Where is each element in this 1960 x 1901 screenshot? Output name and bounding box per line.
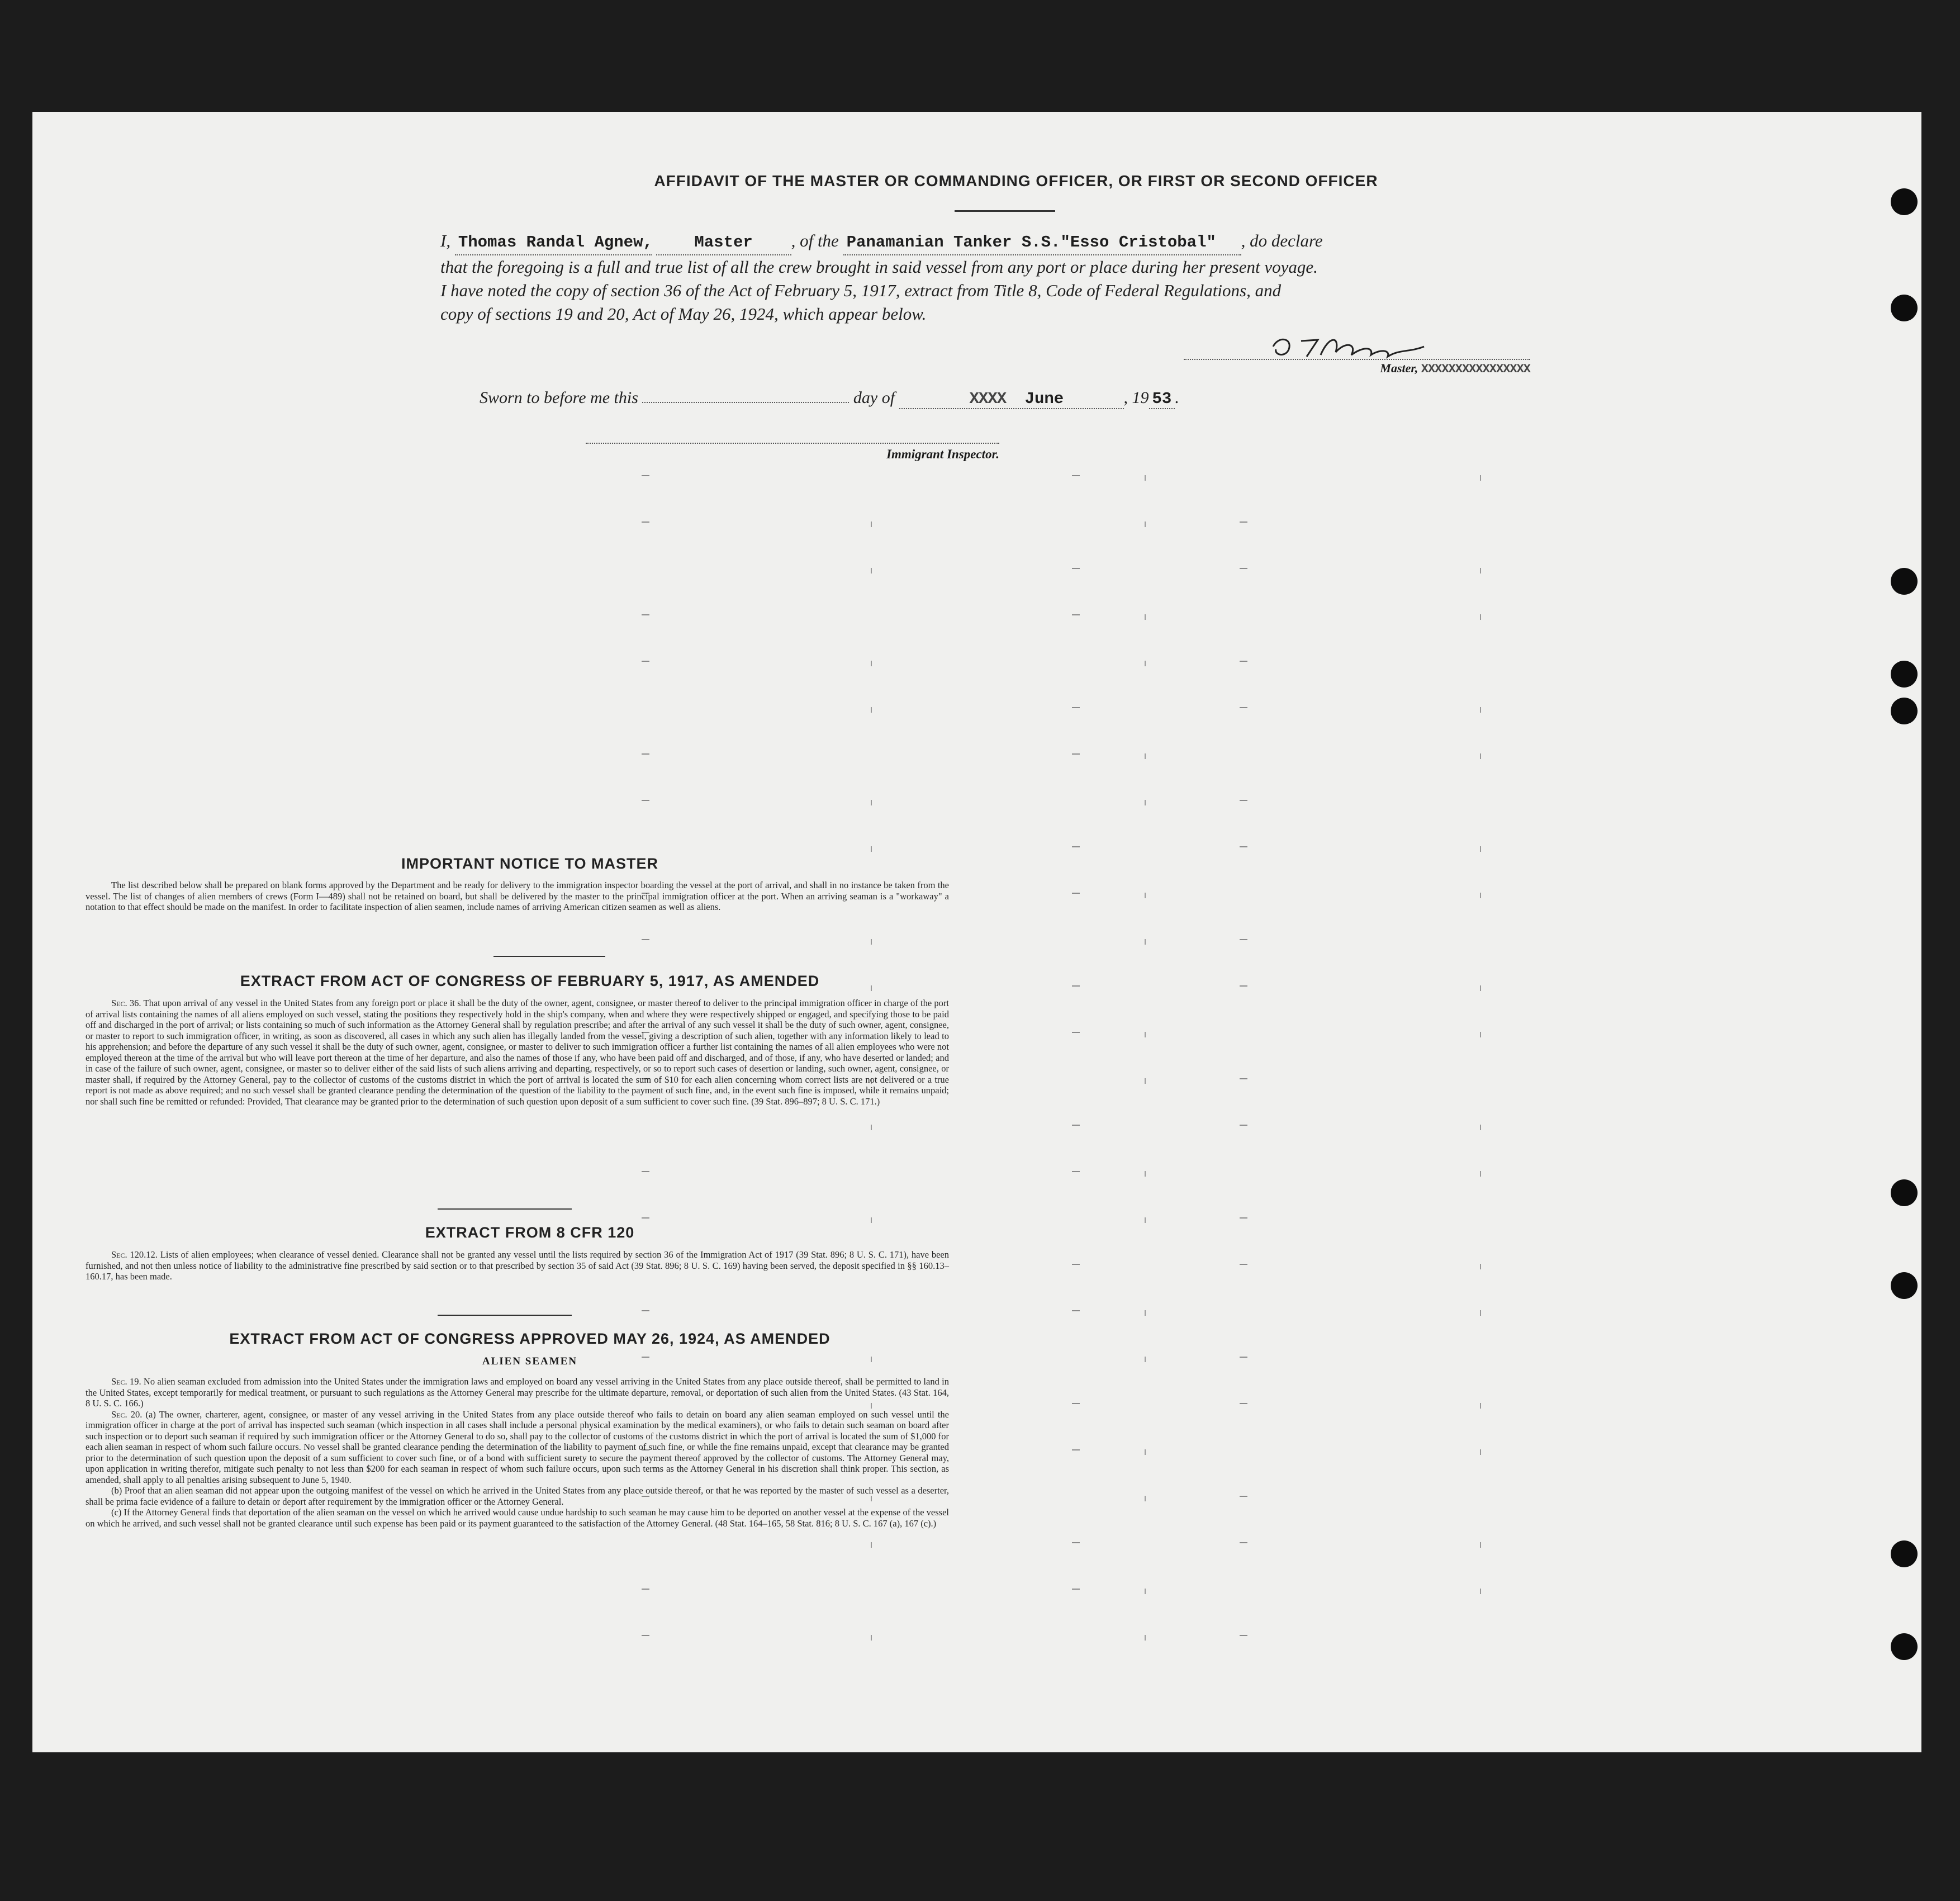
bleed-mark bbox=[642, 1217, 649, 1219]
master-signature-block bbox=[1184, 330, 1530, 376]
declaration-paragraph bbox=[440, 229, 1709, 326]
bleed-mark bbox=[1480, 707, 1481, 713]
bleed-mark bbox=[1480, 1449, 1481, 1455]
bleed-mark bbox=[642, 614, 649, 615]
extract-1924-body bbox=[86, 1376, 949, 1529]
declaration-line-4: copy of sections 19 and 20, Act of May 26, 1924, which appear below. bbox=[440, 304, 927, 324]
struck-title: XXXXXXXXXXXXXXXX bbox=[1421, 362, 1530, 376]
bleed-mark bbox=[642, 1635, 649, 1636]
bleed-mark bbox=[1145, 1635, 1146, 1641]
bleed-mark bbox=[1480, 1264, 1481, 1269]
declaration-line-1 bbox=[440, 229, 1709, 255]
bleed-mark bbox=[871, 1217, 872, 1223]
declaration-i: I, bbox=[440, 231, 451, 250]
bleed-mark bbox=[1480, 985, 1481, 991]
sec-20b-text: (b) Proof that an alien seaman did not appear upon the outgoing manifest of the vessel on which he arrived in the United States from any place outside thereof, or that he was reported by the master of such vessel as a deserter, shall be prima facie evidence of a failure to detain or deport after requirement by the immigration officer or the Attorney General. bbox=[86, 1485, 949, 1507]
bleed-mark bbox=[1240, 1078, 1247, 1079]
extract-cfr-title: EXTRACT FROM 8 CFR 120 bbox=[425, 1224, 635, 1241]
bleed-mark bbox=[871, 1542, 872, 1548]
bleed-mark bbox=[1240, 1125, 1247, 1126]
month-struck: XXXX bbox=[969, 390, 1007, 408]
punch-hole bbox=[1891, 188, 1918, 215]
bleed-mark bbox=[1240, 939, 1247, 940]
bleed-mark bbox=[1240, 846, 1247, 847]
bleed-mark bbox=[871, 522, 872, 527]
bleed-mark bbox=[1240, 522, 1247, 523]
bleed-mark bbox=[871, 1125, 872, 1130]
inspector-signature-line bbox=[586, 442, 999, 444]
bleed-mark bbox=[1072, 893, 1080, 894]
bleed-mark bbox=[1145, 1032, 1146, 1037]
punch-hole bbox=[1891, 568, 1918, 595]
bleed-mark bbox=[871, 846, 872, 852]
bleed-mark bbox=[1145, 1496, 1146, 1501]
rank-field: Master bbox=[656, 231, 791, 255]
bleed-mark bbox=[1145, 1171, 1146, 1177]
sec-19-text bbox=[86, 1376, 949, 1409]
bleed-mark bbox=[1072, 614, 1080, 615]
sworn-suffix: . bbox=[1175, 388, 1179, 407]
vessel-field: Panamanian Tanker S.S."Esso Cristobal" bbox=[843, 231, 1241, 255]
punch-hole bbox=[1891, 295, 1918, 321]
bleed-mark bbox=[1145, 661, 1146, 666]
punch-hole bbox=[1891, 1633, 1918, 1660]
bleed-mark bbox=[1145, 475, 1146, 481]
bleed-mark bbox=[1240, 1357, 1247, 1358]
bleed-mark bbox=[1480, 1310, 1481, 1316]
punch-hole bbox=[1891, 698, 1918, 724]
bleed-mark bbox=[1072, 1310, 1080, 1311]
bleed-mark bbox=[1072, 1589, 1080, 1590]
bleed-mark bbox=[1240, 707, 1247, 708]
bleed-mark bbox=[1240, 985, 1247, 987]
sec-20-label: Sec. 20. bbox=[111, 1409, 143, 1420]
sec-36-label: Sec. 36. bbox=[111, 998, 141, 1008]
bleed-mark bbox=[1145, 1589, 1146, 1594]
bleed-mark bbox=[1240, 661, 1247, 662]
bleed-mark bbox=[1480, 1125, 1481, 1130]
bleed-mark bbox=[871, 707, 872, 713]
notice-text: The list described below shall be prepared on blank forms approved by the Department and be ready for delivery to the immigration inspector boarding the vessel at the port of arrival, and shall in no instance be taken from the vessel. The list of changes of alien members of crews (Form I—489) shall not be retained on board, but shall be delivered by the master to the principal immigration officer at the port. When an arriving seaman is a "workaway" a notation to that effect should be made on the manifest. In order to facilitate inspection of alien seamen, include names of arriving American citizen seamen as well as aliens. bbox=[86, 880, 949, 912]
bleed-mark bbox=[1480, 1032, 1481, 1037]
sec-120-text bbox=[86, 1249, 949, 1282]
bleed-mark bbox=[871, 661, 872, 666]
bleed-mark bbox=[1145, 939, 1146, 945]
bleed-mark bbox=[1480, 753, 1481, 759]
punch-hole bbox=[1891, 661, 1918, 688]
bleed-mark bbox=[1072, 707, 1080, 708]
sworn-prefix: Sworn to before me this bbox=[480, 388, 638, 407]
extract-cfr-body bbox=[86, 1249, 949, 1282]
bleed-mark bbox=[1072, 1171, 1080, 1172]
bleed-mark bbox=[871, 939, 872, 945]
master-name-field: Thomas Randal Agnew, bbox=[455, 231, 652, 255]
bleed-mark bbox=[642, 800, 649, 801]
bleed-mark bbox=[1145, 1449, 1146, 1455]
bleed-mark bbox=[1480, 614, 1481, 620]
bleed-mark bbox=[1145, 1078, 1146, 1084]
bleed-mark bbox=[1480, 1589, 1481, 1594]
bleed-mark bbox=[1240, 1403, 1247, 1404]
of-the-text: , of the bbox=[791, 231, 839, 250]
year-prefix: , 19 bbox=[1123, 388, 1149, 407]
sec-19-body: No alien seaman excluded from admission into the United States under the immigration laws and employed on board any vessel arriving in the United States from any place outside thereof, shall be permitted to land in the United States, except temporarily for medical treatment, or pursuant to such regulations as the Attorney General may prescribe for the ultimate departure, removal, or deportation of such alien from the United States. (43 Stat. 164, 8 U. S. C. 166.) bbox=[86, 1376, 949, 1409]
handwritten-signature bbox=[1268, 330, 1435, 363]
sec-19-label: Sec. 19. bbox=[111, 1376, 141, 1387]
bleed-mark bbox=[642, 1310, 649, 1311]
bleed-mark bbox=[1145, 1357, 1146, 1362]
bleed-mark bbox=[1480, 1542, 1481, 1548]
month-value: June bbox=[1024, 390, 1064, 408]
sec-120-body: Lists of alien employees; when clearance of vessel denied. Clearance shall not be granted any vessel until the lists required by section 36 of the Immigration Act of 1917 (39 Stat. 896; 8 U. S. C. 171), have been furnished, and not then unless notice of liability to the administrative fine prescribed by said section or to that prescribed by section 35 of said Act (39 Stat. 896; 8 U. S. C. 169) having been served, the deposit specified in §§ 160.13–160.17, has been made. bbox=[86, 1249, 950, 1282]
title-rule bbox=[955, 210, 1055, 212]
bleed-mark bbox=[1072, 1403, 1080, 1404]
master-label: Master, bbox=[1380, 361, 1418, 375]
bleed-mark bbox=[1145, 1310, 1146, 1316]
year-field: 53 bbox=[1149, 390, 1175, 409]
section-rule bbox=[438, 1315, 572, 1316]
bleed-mark bbox=[642, 753, 649, 755]
bleed-mark bbox=[1145, 614, 1146, 620]
extract-1917-body bbox=[86, 998, 949, 1107]
bleed-mark bbox=[1240, 1496, 1247, 1497]
bleed-mark bbox=[1072, 753, 1080, 755]
affidavit-title: AFFIDAVIT OF THE MASTER OR COMMANDING OFFICER, OR FIRST OR SECOND OFFICER bbox=[654, 172, 1378, 189]
bleed-mark bbox=[1072, 475, 1080, 476]
bleed-mark bbox=[1240, 800, 1247, 801]
bleed-mark bbox=[1480, 893, 1481, 898]
declaration-line-2: that the foregoing is a full and true list of all the crew brought in said vessel from any port or place during her present voyage. bbox=[440, 257, 1318, 277]
punch-hole bbox=[1891, 1179, 1918, 1206]
section-rule bbox=[493, 956, 605, 957]
bleed-mark bbox=[1072, 1542, 1080, 1543]
bleed-mark bbox=[1145, 753, 1146, 759]
do-declare-text: , do declare bbox=[1241, 231, 1323, 250]
bleed-mark bbox=[1145, 522, 1146, 527]
bleed-mark bbox=[1072, 1449, 1080, 1450]
bleed-mark bbox=[642, 661, 649, 662]
bleed-mark bbox=[1072, 1032, 1080, 1033]
bleed-mark bbox=[1480, 568, 1481, 573]
bleed-mark bbox=[1072, 568, 1080, 569]
bleed-mark bbox=[1072, 1125, 1080, 1126]
sec-20a-body: (a) The owner, charterer, agent, consignee, or master of any vessel arriving in the United States from any place outside thereof who fails to detain on board any alien seaman employed on such vessel until the immigration officer in charge at the port of arrival has inspected such seaman (which inspection in all cases shall include a personal physical examination by the medical examiners), or who fails to detain such seaman on board after such inspection or to deport such seaman if required by such immigration officer or the Attorney General to do so, shall pay to the collector of customs of the customs district in which the port of arrival is located the sum of $1,000 for each alien seaman in respect of whom such failure occurs. No vessel shall be granted clearance pending the determination of the liability to payment of such fine, or while the fine remains unpaid, except that clearance may be granted prior to the determination of such question upon the deposit of a sum sufficient to cover such fine, or of a bond with sufficient surety to secure the payment thereof approved by the collector of customs. The Attorney General may, upon application in writing therefor, mitigate such penalty to not less than $200 for each seaman in respect of whom such failure occurs, upon such terms as the Attorney General in his discretion shall think proper. This section, as amended, shall apply to all penalties arising subsequent to June 5, 1940. bbox=[86, 1409, 949, 1485]
bleed-mark bbox=[1480, 846, 1481, 852]
bleed-mark bbox=[642, 1589, 649, 1590]
sec-36-body: That upon arrival of any vessel in the United States from any foreign port or place it shall be the duty of the owner, agent, consignee, or master thereof to deliver to the principal immigration officer in charge of the port of arrival lists containing the names of all aliens employed on such vessel, stating the positions they respectively hold in the ship's company, when and where they were respectively shipped or engaged, and specifying those to be paid off and discharged in the port of arrival; or lists containing so much of such information as the Attorney General shall by regulation prescribe; and after the arrival of any such vessel it shall be the duty of such owner, agent, consignee, or master to report to such immigration officer, in writing, as soon as discovered, all cases in which any such alien has illegally landed from the vessel, giving a description of such alien, together with any information likely to lead to his apprehension; and before the departure of any such vessel it shall be the duty of such owner, agent, consignee, or master to deliver to such immigration officer a further list containing the names of all alien employees who were not employed thereon at the time of the arrival but who will leave port thereon at the time of her departure, and also the names of those if any, who have been paid off and discharged, and of those, if any, who have deserted or landed; and in case of the failure of such owner, agent, consignee, or master so to deliver either of the said lists of such aliens arriving and departing, respectively, or so to report such cases of desertion or landing, such owner, agent, consignee, or master shall, if required by the Attorney General, pay to the collector of customs of the customs district in which the port of arrival is located the sum of $10 for each alien concerning whom correct lists are not delivered or a true report is not made as above required; and no such vessel shall be granted clearance pending the determination of the question of the liability to the payment of such fine, and, in the event such fine is imposed, while it remains unpaid; nor shall such fine be remitted or refunded: Provided, That clearance may be granted prior to the determination of such question upon deposit of a sum sufficient to cover such fine. (39 Stat. 896–897; 8 U. S. C. 171.) bbox=[86, 998, 950, 1107]
signature-caption bbox=[1184, 361, 1530, 376]
document-page bbox=[32, 112, 1921, 1752]
day-blank bbox=[642, 390, 849, 403]
bleed-mark bbox=[1240, 1217, 1247, 1219]
bleed-mark bbox=[1480, 1403, 1481, 1409]
declaration-line-3: I have noted the copy of section 36 of the Act of February 5, 1917, extract from Title 8, Code of Federal Regulations, and bbox=[440, 281, 1282, 300]
sec-120-label: Sec. 120.12. bbox=[111, 1249, 158, 1260]
bleed-mark bbox=[642, 475, 649, 476]
inspector-label: Immigrant Inspector. bbox=[886, 447, 999, 461]
alien-seamen-subtitle: ALIEN SEAMEN bbox=[482, 1355, 578, 1367]
bleed-mark bbox=[642, 1171, 649, 1172]
bleed-mark bbox=[1480, 1171, 1481, 1177]
day-of-text: day of bbox=[853, 388, 895, 407]
bleed-mark bbox=[1480, 475, 1481, 481]
signature-line bbox=[1184, 330, 1530, 360]
bleed-mark bbox=[871, 800, 872, 805]
bleed-mark bbox=[1145, 800, 1146, 805]
extract-1917-title: EXTRACT FROM ACT OF CONGRESS OF FEBRUARY 5, 1917, AS AMENDED bbox=[240, 973, 820, 989]
bleed-mark bbox=[1072, 985, 1080, 987]
bleed-mark bbox=[1240, 1635, 1247, 1636]
bleed-mark bbox=[1072, 1264, 1080, 1265]
bleed-mark bbox=[1145, 893, 1146, 898]
punch-hole bbox=[1891, 1540, 1918, 1567]
sworn-statement bbox=[480, 388, 1318, 409]
extract-1924-title: EXTRACT FROM ACT OF CONGRESS APPROVED MAY 26, 1924, AS AMENDED bbox=[229, 1330, 830, 1347]
bleed-mark bbox=[871, 568, 872, 573]
bleed-mark bbox=[871, 1635, 872, 1641]
punch-hole bbox=[1891, 1272, 1918, 1299]
sec-36-text bbox=[86, 998, 949, 1107]
sec-20a-text bbox=[86, 1409, 949, 1486]
notice-title: IMPORTANT NOTICE TO MASTER bbox=[401, 855, 658, 872]
bleed-mark bbox=[1240, 568, 1247, 569]
notice-body bbox=[86, 880, 949, 913]
bleed-mark bbox=[1145, 1217, 1146, 1223]
section-rule bbox=[438, 1208, 572, 1210]
bleed-mark bbox=[1240, 1542, 1247, 1543]
bleed-mark bbox=[642, 939, 649, 940]
month-field bbox=[899, 390, 1124, 409]
bleed-mark bbox=[642, 522, 649, 523]
bleed-mark bbox=[1072, 846, 1080, 847]
bleed-mark bbox=[1240, 1264, 1247, 1265]
sec-20c-text: (c) If the Attorney General finds that deportation of the alien seaman on the vessel on which he arrived would cause undue hardship to such seaman he may cause him to be deported on another vessel at the expense of the vessel on which he arrived, and such vessel shall not be granted clearance until such expense has been paid or its payment guaranteed to the satisfaction of the Attorney General. (48 Stat. 164–165, 58 Stat. 816; 8 U. S. C. 167 (a), 167 (c).) bbox=[86, 1507, 949, 1529]
